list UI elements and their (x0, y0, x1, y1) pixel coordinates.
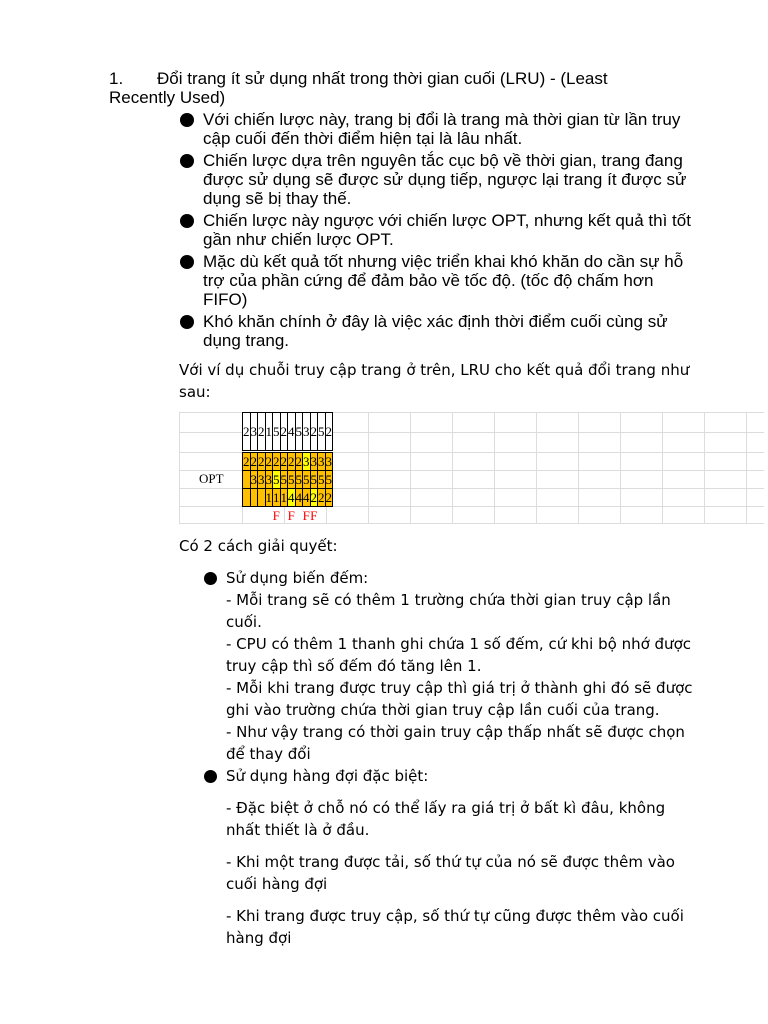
sequence-cell: 2 (280, 413, 288, 451)
fault-cell (325, 507, 333, 525)
solution-line: - CPU có thêm 1 thanh ghi chứa 1 số đếm, cứ khi bộ nhớ được truy cập thì số đếm đó tăng lên 1. (226, 635, 691, 675)
frame-cell: 2 (243, 453, 250, 469)
solution-line: - Khi trang được truy cập, số thứ tự cũng được thêm vào cuối hàng đợi (226, 907, 684, 947)
solutions-list (200, 567, 700, 949)
bullet-icon (180, 154, 194, 168)
fault-cell (258, 507, 266, 525)
row-label: OPT (199, 471, 224, 486)
fault-cell (295, 507, 303, 525)
frame-row (243, 471, 333, 489)
fault-cell: F (272, 507, 280, 523)
frame-row (243, 453, 333, 471)
lru-properties-list (178, 110, 698, 353)
frame-cell: 3 (310, 453, 317, 469)
sequence-cell: 2 (310, 413, 318, 451)
frame-cell: 2 (310, 489, 317, 505)
solutions-intro: Có 2 cách giải quyết: (179, 537, 338, 555)
frame-cell: 3 (325, 453, 332, 469)
frame-cell: 5 (273, 471, 280, 487)
sequence-cell: 3 (250, 413, 258, 451)
fault-cell: F (310, 507, 318, 523)
solution-title: Sử dụng hàng đợi đặc biệt: (226, 767, 429, 785)
gridline (536, 412, 537, 524)
sequence-cell: 2 (258, 413, 266, 451)
frame-cell: 2 (250, 453, 257, 469)
frame-cell: 5 (303, 471, 310, 487)
gridline (410, 412, 411, 524)
solution-item-counter (200, 567, 700, 765)
solution-line: - Khi một trang được tải, số thứ tự của nó sẽ được thêm vào cuối hàng đợi (226, 853, 675, 893)
frame-cell: 4 (288, 489, 295, 505)
frame-cell: 2 (295, 453, 302, 469)
frame-cell: 4 (295, 489, 302, 505)
frame-cell: 1 (265, 489, 272, 505)
solution-item-queue (200, 765, 700, 949)
frame-cell: 2 (325, 489, 332, 505)
frame-cell: 3 (303, 453, 310, 469)
sequence-cell: 5 (273, 413, 281, 451)
solution-line: - Mỗi khi trang được truy cập thì giá trị ở thành ghi đó sẽ được ghi vào trường chứa thời gian truy cập lần cuối của trang. (226, 679, 693, 719)
frame-cell: 5 (318, 471, 325, 487)
frame-cell: 5 (295, 471, 302, 487)
frame-cell: 2 (258, 453, 265, 469)
sequence-cell: 2 (325, 413, 333, 451)
frame-cell: 2 (288, 453, 295, 469)
list-item: Mặc dù kết quả tốt nhưng việc triển khai khó khăn do cần sự hỗ trợ của phần cứng để đảm bảo về tốc độ. (tốc độ chấm hơn FIFO) (178, 252, 698, 309)
list-item: Chiến lược dựa trên nguyên tắc cục bộ về thời gian, trang đang được sử dụng sẽ được sử dụng tiếp, ngược lại trang ít được sử dụng sẽ bị thay thế. (178, 151, 698, 208)
solution-title: Sử dụng biến đếm: (226, 569, 369, 587)
gridline (662, 412, 663, 524)
frame-cell: 2 (318, 489, 325, 505)
bullet-icon (180, 214, 194, 228)
fault-row (243, 507, 333, 525)
frame-row (243, 489, 333, 507)
page-frame-table (242, 412, 333, 524)
frame-cell: 5 (288, 471, 295, 487)
frame-cell: 5 (310, 471, 317, 487)
gridline (704, 412, 705, 524)
list-item: Với chiến lược này, trang bị đổi là trang mà thời gian từ lần truy cập cuối đến thời điểm hiện tại là lâu nhất. (178, 110, 698, 148)
fault-cell (243, 507, 251, 525)
frame-cell: 2 (280, 453, 287, 469)
frame-cell (243, 471, 251, 489)
frame-cell (250, 489, 258, 507)
section-title: Đổi trang ít sử dụng nhất trong thời gian cuối (LRU) - (Least Recently Used) (109, 69, 608, 107)
frame-cell: 4 (303, 489, 310, 505)
frame-cell: 3 (250, 471, 257, 487)
frame-cell: 3 (258, 471, 265, 487)
gridline (620, 412, 621, 524)
bullet-icon (204, 572, 217, 585)
list-item: Khó khăn chính ở đây là việc xác định thời điểm cuối cùng sử dụng trang. (178, 312, 698, 350)
sequence-cell: 3 (303, 413, 311, 451)
frame-cell: 5 (280, 471, 287, 487)
gridline (494, 412, 495, 524)
section-number: 1. (109, 69, 124, 88)
example-intro: Với ví dụ chuỗi truy cập trang ở trên, LRU cho kết quả đổi trang như sau: (179, 361, 690, 401)
frame-cell: 1 (280, 489, 287, 505)
frame-cell (258, 489, 266, 507)
frame-cell: 2 (273, 453, 280, 469)
sequence-cell: 5 (295, 413, 303, 451)
frame-cell: 3 (265, 471, 272, 487)
sequence-cell: 4 (288, 413, 296, 451)
frame-cell: 2 (265, 453, 272, 469)
bullet-icon (180, 255, 194, 269)
gridline (368, 412, 369, 524)
solution-line: - Mỗi trang sẽ có thêm 1 trường chứa thời gian truy cập lần cuối. (226, 591, 671, 631)
section-heading (109, 69, 669, 107)
frame-cell (243, 489, 251, 507)
gridline (179, 412, 180, 524)
fault-cell (318, 507, 326, 525)
solution-line: - Như vậy trang có thời gain truy cập thấp nhất sẽ được chọn để thay đổi (226, 723, 685, 763)
list-item: Chiến lược này ngược với chiến lược OPT, nhưng kết quả thì tốt gần như chiến lược OPT. (178, 211, 698, 249)
bullet-icon (180, 113, 194, 127)
bullet-icon (204, 770, 217, 783)
frame-cell: 1 (273, 489, 280, 505)
sequence-row (243, 413, 333, 451)
solution-line: - Đặc biệt ở chỗ nó có thể lấy ra giá trị ở bất kì đâu, không nhất thiết là ở đầu. (226, 799, 666, 839)
fault-cell (265, 507, 273, 525)
sequence-cell: 5 (318, 413, 326, 451)
frame-cell: 3 (318, 453, 325, 469)
gridline (452, 412, 453, 524)
fault-cell: F (302, 507, 310, 523)
fault-cell (280, 507, 288, 525)
fault-cell (250, 507, 258, 525)
bullet-icon (180, 315, 194, 329)
fault-cell: F (287, 507, 295, 523)
sequence-cell: 1 (265, 413, 273, 451)
gridline (578, 412, 579, 524)
gridline (746, 412, 747, 524)
frame-cell: 5 (325, 471, 332, 487)
sequence-cell: 2 (243, 413, 251, 451)
